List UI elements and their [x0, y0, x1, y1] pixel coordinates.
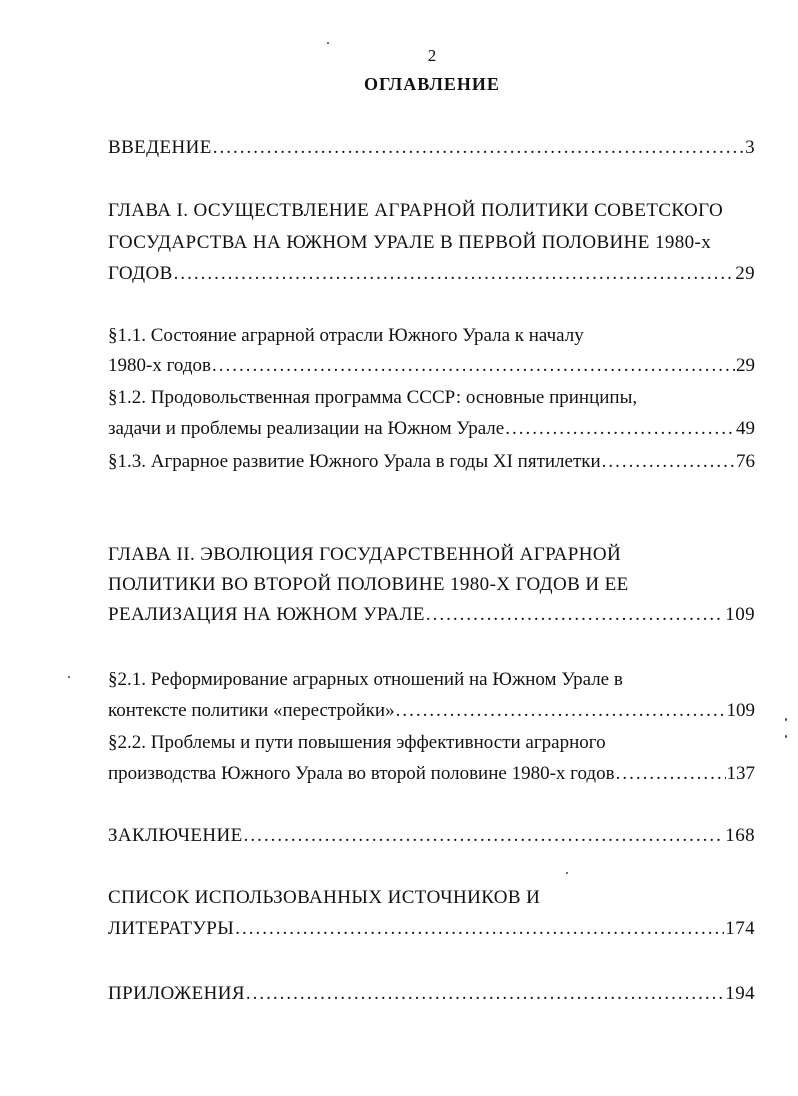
dot-leader — [212, 352, 735, 380]
toc-page-number: 194 — [725, 983, 755, 1004]
toc-chapter-1-line-1: ГЛАВА I. ОСУЩЕСТВЛЕНИЕ АГРАРНОЙ ПОЛИТИКИ СОВЕТСКОГО — [108, 200, 724, 221]
toc-page-number: 174 — [725, 918, 755, 939]
toc-entry-text: ПРИЛОЖЕНИЯ — [108, 983, 245, 1004]
toc-chapter-2-line-1: ГЛАВА II. ЭВОЛЮЦИЯ ГОСУДАРСТВЕННОЙ АГРАРНОЙ — [108, 544, 622, 565]
toc-page-number: 3 — [745, 137, 755, 158]
toc-entry-introduction — [108, 134, 755, 162]
toc-section-2-1-line-2 — [108, 697, 755, 725]
document-title: ОГЛАВЛЕНИЕ — [364, 74, 500, 94]
toc-page-number: 109 — [726, 700, 755, 721]
scan-speck — [785, 735, 787, 738]
toc-page-number: 76 — [736, 451, 755, 472]
dot-leader — [505, 415, 735, 443]
toc-entry-text: ЛИТЕРАТУРЫ — [108, 918, 235, 939]
toc-page-number: 137 — [726, 763, 755, 784]
toc-entry-text: §1.3. Аграрное развитие Южного Урала в годы XI пятилетки — [108, 451, 601, 472]
toc-entry-text: контексте политики «перестройки» — [108, 700, 395, 721]
toc-page-number: 49 — [736, 418, 755, 439]
toc-entry-text: РЕАЛИЗАЦИЯ НА ЮЖНОМ УРАЛЕ — [108, 604, 425, 625]
dot-leader — [396, 697, 726, 725]
toc-page-number: 29 — [736, 355, 755, 376]
toc-entry-text: ГОДОВ — [108, 263, 173, 284]
toc-chapter-1-line-3 — [108, 260, 755, 288]
scan-speck — [327, 42, 329, 44]
toc-page-number: 168 — [725, 825, 755, 846]
toc-chapter-2-line-2: ПОЛИТИКИ ВО ВТОРОЙ ПОЛОВИНЕ 1980-Х ГОДОВ И ЕЕ — [108, 574, 629, 595]
toc-entry-appendices — [108, 980, 755, 1008]
toc-chapter-2-line-3 — [108, 601, 755, 629]
toc-section-1-2-line-2 — [108, 415, 755, 443]
toc-section-1-3 — [108, 448, 755, 476]
dot-leader — [213, 134, 744, 162]
toc-section-1-1-line-2 — [108, 352, 755, 380]
dot-leader — [244, 822, 725, 850]
dot-leader — [602, 448, 735, 476]
page-number: 2 — [427, 46, 437, 65]
dot-leader — [616, 760, 726, 788]
toc-entry-text: производства Южного Урала во второй половине 1980-х годов — [108, 763, 615, 784]
toc-section-2-1-line-1: §2.1. Реформирование аграрных отношений на Южном Урале в — [108, 669, 623, 690]
scan-speck — [68, 676, 70, 678]
dot-leader — [235, 915, 724, 943]
toc-page-number: 109 — [725, 604, 755, 625]
dot-leader — [246, 980, 724, 1008]
scan-speck — [566, 872, 568, 874]
toc-section-1-2-line-1: §1.2. Продовольственная программа СССР: основные принципы, — [108, 387, 638, 408]
dot-leader — [426, 601, 724, 629]
toc-entry-text: ЗАКЛЮЧЕНИЕ — [108, 825, 243, 846]
dot-leader — [174, 260, 735, 288]
toc-sources-line-2 — [108, 915, 755, 943]
toc-entry-conclusion — [108, 822, 755, 850]
toc-entry-text: 1980-х годов — [108, 355, 211, 376]
toc-entry-text: ВВЕДЕНИЕ — [108, 137, 212, 158]
toc-sources-line-1: СПИСОК ИСПОЛЬЗОВАННЫХ ИСТОЧНИКОВ И — [108, 887, 541, 908]
toc-section-2-2-line-1: §2.2. Проблемы и пути повышения эффективности аграрного — [108, 732, 606, 753]
toc-page-number: 29 — [735, 263, 755, 284]
toc-section-1-1-line-1: §1.1. Состояние аграрной отрасли Южного Урала к началу — [108, 325, 584, 346]
toc-chapter-1-line-2: ГОСУДАРСТВА НА ЮЖНОМ УРАЛЕ В ПЕРВОЙ ПОЛОВИНЕ 1980-х — [108, 232, 712, 253]
toc-section-2-2-line-2 — [108, 760, 755, 788]
toc-entry-text: задачи и проблемы реализации на Южном Урале — [108, 418, 505, 439]
scan-speck — [785, 718, 787, 721]
